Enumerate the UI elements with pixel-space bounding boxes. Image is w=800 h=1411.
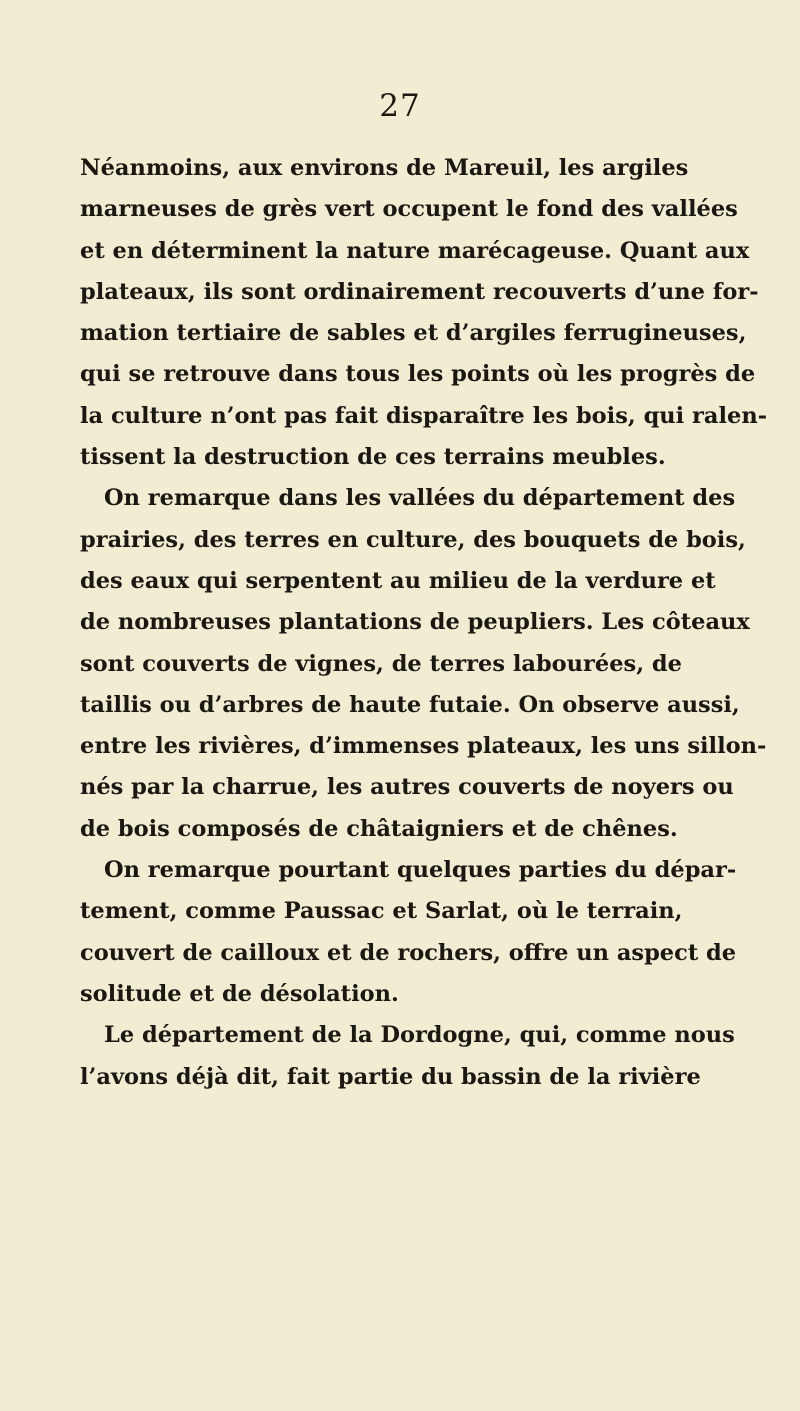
- text-line: mation tertiaire de sables et d’argiles ferrugineuses,: [80, 320, 747, 347]
- paragraph-1: [80, 148, 768, 478]
- text-line: et en déterminent la nature marécageuse. Quant aux: [80, 237, 750, 264]
- text-line: solitude et de désolation.: [80, 980, 399, 1007]
- text-line: tissent la destruction de ces terrains meubles.: [80, 444, 666, 471]
- page-number: 27: [379, 88, 421, 124]
- text-line: taillis ou d’arbres de haute futaie. On observe aussi,: [80, 691, 740, 718]
- text-line: la culture n’ont pas fait disparaître les bois, qui ralen-: [80, 402, 768, 429]
- text-line: de bois composés de châtaigniers et de chênes.: [80, 815, 678, 842]
- paragraph-4: [80, 1015, 735, 1098]
- text-line: On remarque dans les vallées du département des: [104, 485, 736, 512]
- text-line: plateaux, ils sont ordinairement recouverts d’une for-: [80, 278, 759, 305]
- text-line: On remarque pourtant quelques parties du dépar-: [104, 857, 737, 884]
- text-line: sont couverts de vignes, de terres labourées, de: [80, 650, 682, 677]
- text-line: prairies, des terres en culture, des bouquets de bois,: [80, 526, 746, 553]
- paragraph-2: [80, 478, 767, 850]
- paragraph-3: [80, 850, 737, 1015]
- text-line: qui se retrouve dans tous les points où les progrès de: [80, 361, 756, 388]
- body-text: [80, 148, 768, 1098]
- text-line: marneuses de grès vert occupent le fond des vallées: [80, 196, 738, 223]
- text-line: des eaux qui serpentent au milieu de la verdure et: [80, 567, 716, 594]
- text-line: de nombreuses plantations de peupliers. Les côteaux: [80, 609, 750, 636]
- text-line: tement, comme Paussac et Sarlat, où le terrain,: [80, 898, 683, 925]
- text-line: nés par la charrue, les autres couverts de noyers ou: [80, 774, 734, 801]
- text-line: Néanmoins, aux environs de Mareuil, les argiles: [80, 155, 689, 181]
- text-line: entre les rivières, d’immenses plateaux, les uns sillon-: [80, 733, 767, 760]
- text-line: l’avons déjà dit, fait partie du bassin de la rivière: [80, 1063, 701, 1090]
- text-line: couvert de cailloux et de rochers, offre un aspect de: [80, 939, 737, 966]
- text-line: Le département de la Dordogne, qui, comme nous: [104, 1022, 735, 1049]
